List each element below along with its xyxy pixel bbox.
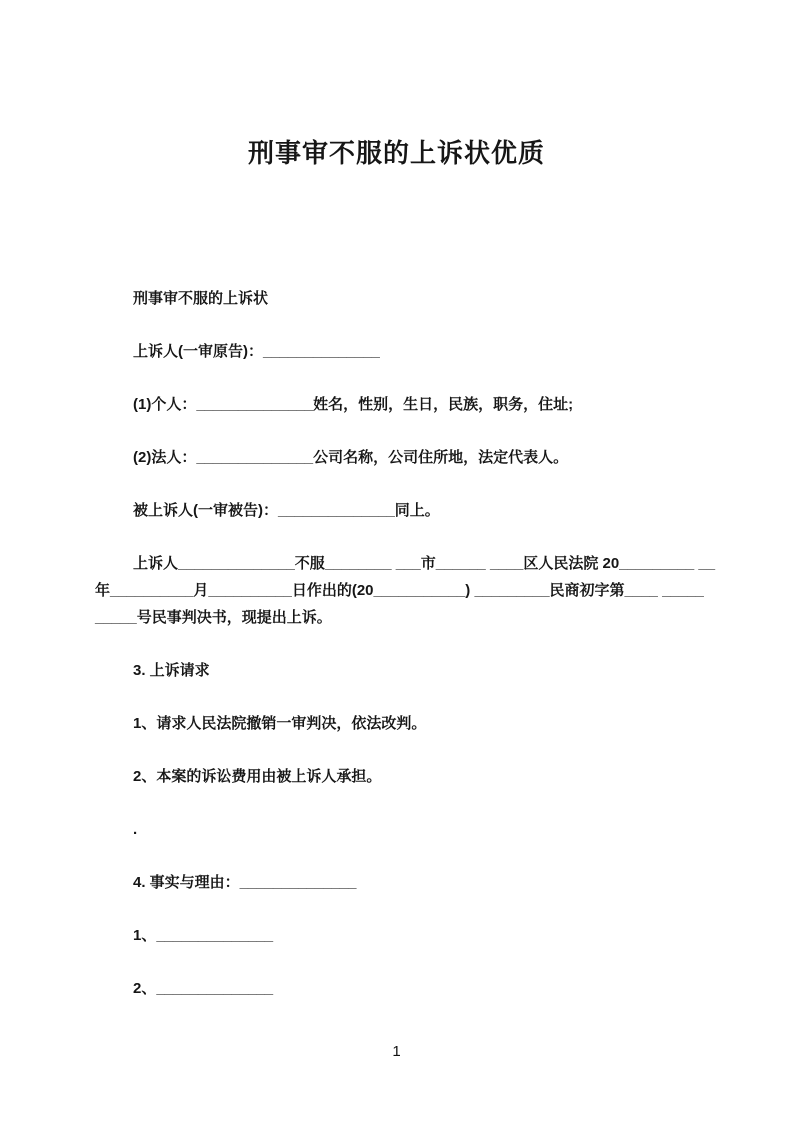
body-line-appellant: 上诉人(一审原告)：______________ — [133, 343, 380, 360]
body-line-appellee: 被上诉人(一审被告)：______________同上。 — [133, 502, 440, 519]
body-line-dot: . — [133, 821, 138, 838]
body-line-facts-reasons: 4. 事实与理由：______________ — [133, 874, 357, 891]
body-line-fact-1: 1、______________ — [133, 927, 274, 944]
body-line-request-1: 1、请求人民法院撤销一审判决，依法改判。 — [133, 715, 427, 732]
body-line-fact-2: 2、______________ — [133, 980, 274, 997]
body-line-legal-person: (2)法人：______________公司名称，公司住所地，法定代表人。 — [133, 449, 569, 466]
document-title: 刑事审不服的上诉状优质 — [247, 138, 545, 168]
body-line-judgment-1: 上诉人______________不服________ ___市______ ____区人民法院 20_________ __ — [133, 555, 716, 572]
body-line-individual: (1)个人：______________姓名，性别，生日，民族，职务，住址; — [133, 396, 574, 413]
body-line-judgment-2: 年__________月__________日作出的(20___________) _________民商初字第____ _____ — [95, 582, 704, 599]
document-body — [95, 285, 716, 1002]
body-line-request-2: 2、本案的诉讼费用由被上诉人承担。 — [133, 768, 382, 785]
body-line-heading: 刑事审不服的上诉状 — [133, 290, 269, 307]
page-number: 1 — [392, 1043, 401, 1060]
body-line-judgment-3: _____号民事判决书，现提出上诉。 — [95, 609, 332, 626]
body-line-appeal-request: 3. 上诉请求 — [133, 662, 210, 679]
